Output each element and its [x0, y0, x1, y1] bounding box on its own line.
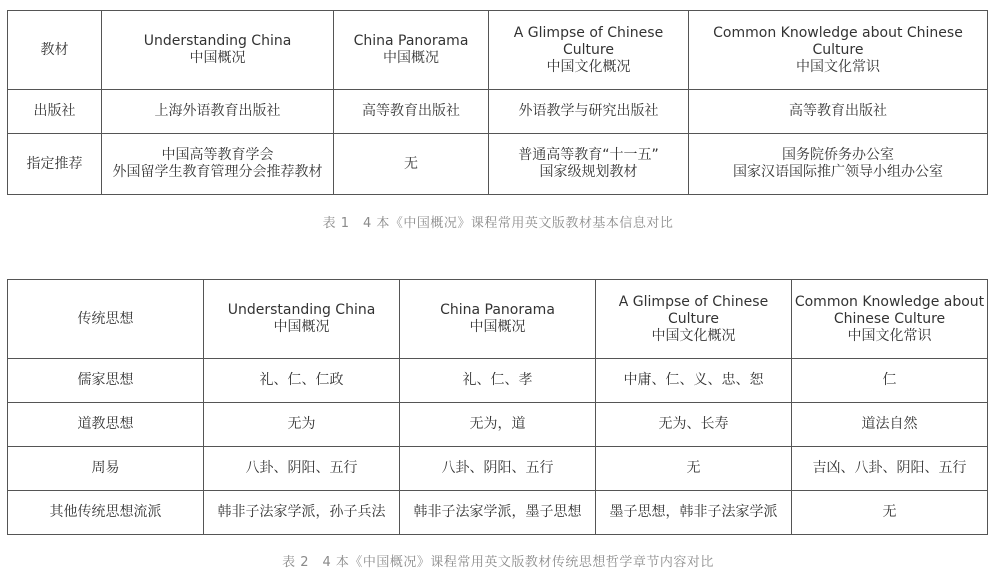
table-cell: 无为、长寿 — [596, 403, 792, 447]
book-header-cell — [204, 280, 400, 359]
table-cell: 礼、仁、仁政 — [204, 359, 400, 403]
book-english-title: A Glimpse of Chinese Culture — [618, 293, 769, 327]
book-header-cell — [689, 11, 988, 90]
table-cell: 八卦、阴阳、五行 — [204, 447, 400, 491]
table-row — [8, 403, 988, 447]
book-chinese-title: 中国概况 — [383, 50, 439, 66]
book-chinese-title: 中国文化常识 — [796, 58, 880, 75]
book-header-cell — [596, 280, 792, 359]
table-row — [8, 491, 988, 535]
cell-line: 国务院侨务办公室 — [782, 147, 894, 163]
table-row — [8, 90, 988, 134]
table-cell — [102, 134, 334, 195]
table-cell — [689, 134, 988, 195]
book-chinese-title: 中国文化概况 — [651, 327, 736, 344]
table-cell — [334, 90, 489, 134]
table-row — [8, 447, 988, 491]
table-cell: 韩非子法家学派，孙子兵法 — [204, 491, 400, 535]
book-header-cell — [792, 280, 988, 359]
row-label-cell: 道教思想 — [8, 403, 204, 447]
header-label-cell: 教材 — [8, 11, 102, 90]
row-label-cell: 儒家思想 — [8, 359, 204, 403]
row-label-cell: 周易 — [8, 447, 204, 491]
textbook-info-table — [7, 10, 988, 195]
book-header-cell — [400, 280, 596, 359]
row-label-cell: 指定推荐 — [8, 134, 102, 195]
table-cell: 礼、仁、孝 — [400, 359, 596, 403]
book-header-cell — [334, 11, 489, 90]
table-cell — [334, 134, 489, 195]
table-cell: 墨子思想，韩非子法家学派 — [596, 491, 792, 535]
cell-line: 高等教育出版社 — [362, 103, 460, 119]
book-english-title: Understanding China — [227, 302, 376, 318]
table-1-caption: 表 1 4 本《中国概况》课程常用英文版教材基本信息对比 — [322, 216, 674, 231]
book-english-title: Common Knowledge about Chinese Culture — [713, 24, 963, 58]
table-cell — [689, 90, 988, 134]
traditional-thought-table — [7, 279, 988, 535]
book-chinese-title: 中国概况 — [189, 50, 246, 66]
table-cell: 中庸、仁、义、忠、恕 — [596, 359, 792, 403]
book-header-cell — [102, 11, 334, 90]
table-cell: 无为，道 — [400, 403, 596, 447]
cell-line: 高等教育出版社 — [789, 103, 887, 119]
table-cell — [102, 90, 334, 134]
table-cell: 道法自然 — [792, 403, 988, 447]
cell-line: 国家汉语国际推广领导小组办公室 — [733, 164, 943, 180]
cell-line: 上海外语教育出版社 — [154, 103, 281, 119]
cell-line: 中国高等教育学会 — [161, 147, 274, 163]
book-chinese-title: 中国文化概况 — [546, 58, 631, 75]
table-header-row — [8, 280, 988, 359]
table-cell — [489, 90, 689, 134]
book-english-title: Common Knowledge about Chinese Culture — [794, 293, 985, 327]
book-chinese-title: 中国概况 — [273, 319, 330, 335]
cell-line: 普通高等教育“十一五” — [518, 147, 659, 163]
table-cell: 无 — [596, 447, 792, 491]
header-label-cell: 传统思想 — [8, 280, 204, 359]
cell-line: 外语教学与研究出版社 — [518, 103, 659, 119]
table-cell: 仁 — [792, 359, 988, 403]
book-chinese-title: 中国概况 — [469, 319, 526, 335]
table-header-row — [8, 11, 988, 90]
table-2-caption: 表 2 4 本《中国概况》课程常用英文版教材传统思想哲学章节内容对比 — [282, 555, 714, 570]
table-cell: 吉凶、八卦、阴阳、五行 — [792, 447, 988, 491]
row-label-cell: 出版社 — [8, 90, 102, 134]
cell-line: 无 — [404, 155, 418, 172]
table-cell: 韩非子法家学派，墨子思想 — [400, 491, 596, 535]
cell-line: 国家级规划教材 — [539, 164, 638, 180]
book-english-title: China Panorama — [353, 33, 469, 49]
book-chinese-title: 中国文化常识 — [847, 327, 932, 344]
table-row — [8, 359, 988, 403]
book-english-title: Understanding China — [143, 33, 292, 49]
row-label-cell: 其他传统思想流派 — [8, 491, 204, 535]
table-cell: 八卦、阴阳、五行 — [400, 447, 596, 491]
book-header-cell — [489, 11, 689, 90]
table-cell — [489, 134, 689, 195]
book-english-title: China Panorama — [440, 302, 555, 318]
table-cell: 无为 — [204, 403, 400, 447]
table-cell: 无 — [792, 491, 988, 535]
book-english-title: A Glimpse of Chinese Culture — [513, 24, 664, 58]
table-row — [8, 134, 988, 195]
cell-line: 外国留学生教育管理分会推荐教材 — [112, 164, 323, 180]
